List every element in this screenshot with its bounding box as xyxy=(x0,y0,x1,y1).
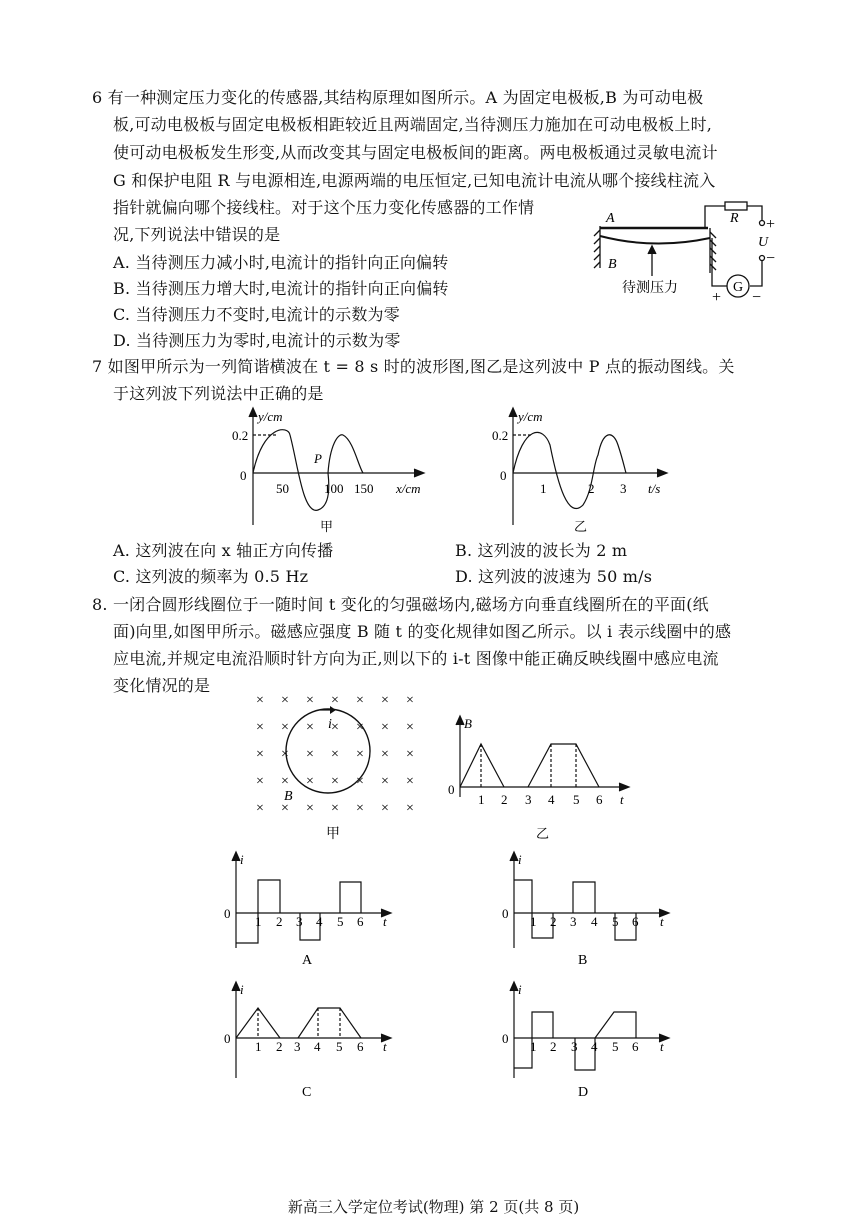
field-cross: × xyxy=(356,747,364,762)
field-cross: × xyxy=(281,774,289,789)
bt-tick-1: 1 xyxy=(478,792,485,807)
graph-a-tick-1: 1 xyxy=(255,914,262,929)
field-cross: × xyxy=(356,774,364,789)
wave-amplitude: 0.2 xyxy=(232,428,249,443)
q8-line-1: 8. 一闭合圆形线圈位于一随时间 t 变化的匀强磁场内,磁场方向垂直线圈所在的平面(纸 xyxy=(92,595,709,614)
bt-tick-4: 4 xyxy=(548,792,555,807)
q8-graph-c xyxy=(210,978,400,1103)
graph-d-xlabel: t xyxy=(660,1039,664,1054)
q8-graph-b xyxy=(488,848,678,968)
wave-tick-100: 100 xyxy=(324,481,344,496)
graph-d-ylabel: i xyxy=(518,982,522,997)
graph-d-origin: 0 xyxy=(502,1031,509,1046)
field-cross: × xyxy=(406,801,414,816)
field-cross: × xyxy=(406,720,414,735)
bt-tick-5: 5 xyxy=(573,792,580,807)
field-cross: × xyxy=(256,720,264,735)
q7-line-1: 7 如图甲所示为一列简谐横波在 t = 8 s 时的波形图,图乙是这列波中 P 点的振动图线。关 xyxy=(92,357,735,376)
field-cross: × xyxy=(256,693,264,708)
field-cross: × xyxy=(306,801,314,816)
vib-origin: 0 xyxy=(500,468,507,483)
field-cross: × xyxy=(381,801,389,816)
graph-a-tick-3: 3 xyxy=(296,914,303,929)
graph-c-tick-6: 6 xyxy=(357,1039,364,1054)
graph-a-tick-5: 5 xyxy=(337,914,344,929)
q8-graph-d xyxy=(488,978,678,1103)
graph-c-tick-1: 1 xyxy=(255,1039,262,1054)
graph-d-caption: D xyxy=(578,1085,589,1100)
q8-line-2: 面)向里,如图甲所示。磁感应强度 B 随 t 的变化规律如图乙所示。以 i 表示线圈中的感 xyxy=(113,622,732,641)
resistor-label: R xyxy=(730,211,739,226)
q6-line-2: 板,可动电极板与固定电极板相距较近且两端固定,当待测压力施加在可动电极板上时, xyxy=(113,115,713,134)
wave-xlabel: x/cm xyxy=(396,481,421,496)
graph-d-tick-6: 6 xyxy=(632,1039,639,1054)
q6-option-c: C. 当待测压力不变时,电流计的示数为零 xyxy=(113,305,400,324)
terminal-minus: − xyxy=(766,250,776,267)
q8-magnetic-field-figure xyxy=(248,688,418,843)
plate-b-label: B xyxy=(608,257,617,272)
galvanometer-label: G xyxy=(733,280,744,295)
field-cross: × xyxy=(306,747,314,762)
q7-option-b: B. 这列波的波长为 2 m xyxy=(455,541,628,560)
field-cross: × xyxy=(331,801,339,816)
graph-c-caption: C xyxy=(302,1085,312,1100)
field-cross: × xyxy=(331,747,339,762)
galvanometer-plus: + xyxy=(712,289,722,306)
field-cross: × xyxy=(306,774,314,789)
bt-tick-6: 6 xyxy=(596,792,603,807)
graph-b-ylabel: i xyxy=(518,852,522,867)
fig8-yi-caption: 乙 xyxy=(536,826,550,841)
field-cross: × xyxy=(256,801,264,816)
field-cross: × xyxy=(356,693,364,708)
field-cross: × xyxy=(281,801,289,816)
graph-b-tick-4: 4 xyxy=(591,914,598,929)
field-cross: × xyxy=(331,774,339,789)
field-cross: × xyxy=(381,747,389,762)
graph-d-tick-1: 1 xyxy=(530,1039,537,1054)
field-cross: × xyxy=(281,693,289,708)
vib-ylabel: y/cm xyxy=(518,409,543,424)
q8-line-3: 应电流,并规定电流沿顺时针方向为正,则以下的 i-t 图像中能正确反映线圈中感应电流 xyxy=(113,649,719,668)
graph-b-caption: B xyxy=(578,953,588,968)
field-cross: × xyxy=(281,720,289,735)
wave-origin: 0 xyxy=(240,468,247,483)
q6-line-4: G 和保护电阻 R 与电源相连,电源两端的电压恒定,已知电流计电流从哪个接线柱流入 xyxy=(113,171,716,190)
bt-origin: 0 xyxy=(448,782,455,797)
graph-a-tick-2: 2 xyxy=(276,914,283,929)
graph-a-caption: A xyxy=(302,953,313,968)
graph-c-tick-4: 4 xyxy=(314,1039,321,1054)
q6-option-d: D. 当待测压力为零时,电流计的示数为零 xyxy=(113,331,401,350)
graph-b-tick-6: 6 xyxy=(632,914,639,929)
fig-jia-caption: 甲 xyxy=(320,519,334,534)
bt-tick-3: 3 xyxy=(525,792,532,807)
q7-option-a: A. 这列波在向 x 轴正方向传播 xyxy=(113,541,334,560)
q8-b-t-graph xyxy=(438,712,638,842)
fig-yi-caption: 乙 xyxy=(574,519,588,534)
field-cross: × xyxy=(281,747,289,762)
graph-a-origin: 0 xyxy=(224,906,231,921)
vib-tick-2: 2 xyxy=(588,481,595,496)
field-cross: × xyxy=(306,693,314,708)
field-cross: × xyxy=(406,747,414,762)
q7-vibration-graph xyxy=(488,405,678,535)
q7-option-c: C. 这列波的频率为 0.5 Hz xyxy=(113,567,309,586)
vib-tick-3: 3 xyxy=(620,481,627,496)
graph-a-tick-6: 6 xyxy=(357,914,364,929)
point-p-label: P xyxy=(314,451,322,466)
graph-b-tick-5: 5 xyxy=(612,914,619,929)
coil-current-label: i xyxy=(328,717,332,732)
field-cross: × xyxy=(256,747,264,762)
plate-a-label: A xyxy=(606,211,615,226)
q7-wave-graph xyxy=(228,405,438,535)
bt-tick-2: 2 xyxy=(501,792,508,807)
graph-a-ylabel: i xyxy=(240,852,244,867)
graph-c-tick-2: 2 xyxy=(276,1039,283,1054)
bt-ylabel: B xyxy=(464,716,472,731)
field-cross: × xyxy=(381,774,389,789)
field-cross: × xyxy=(256,774,264,789)
field-cross: × xyxy=(406,774,414,789)
pressure-label: 待测压力 xyxy=(622,281,678,296)
q6-line-5: 指针就偏向哪个接线柱。对于这个压力变化传感器的工作情 xyxy=(113,198,535,217)
graph-d-tick-5: 5 xyxy=(612,1039,619,1054)
graph-d-tick-2: 2 xyxy=(550,1039,557,1054)
q6-line-6: 况,下列说法中错误的是 xyxy=(113,225,281,244)
graph-c-tick-3: 3 xyxy=(294,1039,301,1054)
graph-b-tick-1: 1 xyxy=(530,914,537,929)
bt-xlabel: t xyxy=(620,792,624,807)
galvanometer-minus: − xyxy=(752,289,762,306)
q6-sensor-figure xyxy=(590,198,790,308)
graph-b-origin: 0 xyxy=(502,906,509,921)
graph-d-tick-3: 3 xyxy=(571,1039,578,1054)
graph-c-tick-5: 5 xyxy=(336,1039,343,1054)
field-cross: × xyxy=(331,720,339,735)
vib-xlabel: t/s xyxy=(648,481,661,496)
field-cross: × xyxy=(306,720,314,735)
graph-d-tick-4: 4 xyxy=(591,1039,598,1054)
graph-a-tick-4: 4 xyxy=(316,914,323,929)
field-cross: × xyxy=(381,693,389,708)
q8-graph-a xyxy=(210,848,400,968)
field-cross: × xyxy=(331,693,339,708)
graph-c-origin: 0 xyxy=(224,1031,231,1046)
q7-line-2: 于这列波下列说法中正确的是 xyxy=(113,384,324,403)
wave-ylabel: y/cm xyxy=(258,409,283,424)
q8-line-4: 变化情况的是 xyxy=(113,676,211,695)
wave-tick-150: 150 xyxy=(354,481,374,496)
q6-option-b: B. 当待测压力增大时,电流计的指针向正向偏转 xyxy=(113,279,449,298)
field-cross: × xyxy=(406,693,414,708)
wave-tick-50: 50 xyxy=(276,481,289,496)
graph-b-tick-2: 2 xyxy=(550,914,557,929)
vib-amplitude: 0.2 xyxy=(492,428,509,443)
q6-line-3: 使可动电极板发生形变,从而改变其与固定电极板间的距离。两电极板通过灵敏电流计 xyxy=(113,143,718,162)
field-cross: × xyxy=(356,720,364,735)
terminal-plus: + xyxy=(766,216,776,233)
q6-line-1: 6 有一种测定压力变化的传感器,其结构原理如图所示。A 为固定电极板,B 为可动电极 xyxy=(92,88,704,107)
field-b-label: B xyxy=(284,789,293,804)
field-cross: × xyxy=(356,801,364,816)
graph-b-tick-3: 3 xyxy=(570,914,577,929)
graph-b-xlabel: t xyxy=(660,914,664,929)
graph-c-ylabel: i xyxy=(240,982,244,997)
fig8-jia-caption: 甲 xyxy=(326,827,340,842)
graph-a-xlabel: t xyxy=(383,914,387,929)
page-footer: 新高三入学定位考试(物理) 第 2 页(共 8 页) xyxy=(287,1198,580,1216)
graph-c-xlabel: t xyxy=(383,1039,387,1054)
voltage-label: U xyxy=(758,235,769,250)
field-cross: × xyxy=(381,720,389,735)
q7-option-d: D. 这列波的波速为 50 m/s xyxy=(455,567,653,586)
q6-option-a: A. 当待测压力减小时,电流计的指针向正向偏转 xyxy=(113,253,449,272)
vib-tick-1: 1 xyxy=(540,481,547,496)
